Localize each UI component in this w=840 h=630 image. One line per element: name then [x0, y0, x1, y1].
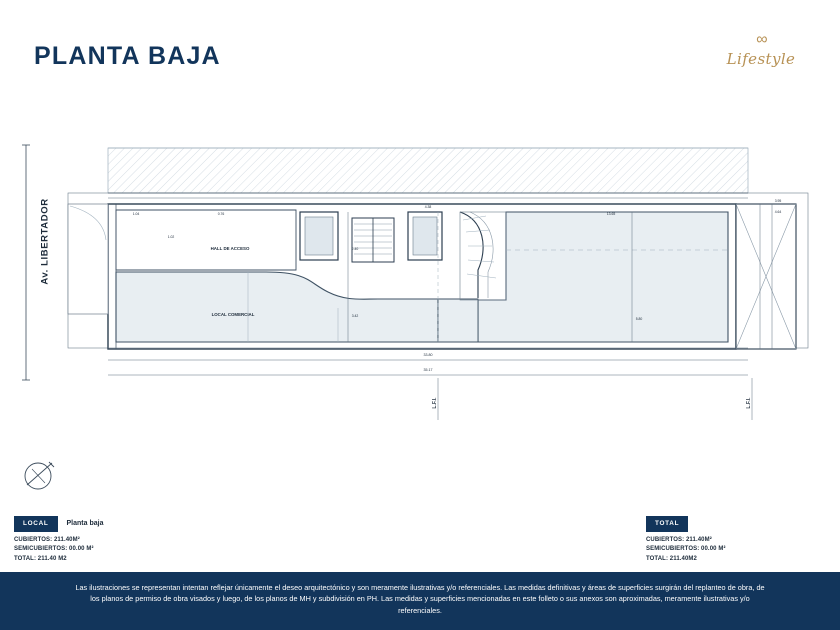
compass-icon — [18, 452, 62, 496]
dim-label: 5.80 — [635, 317, 643, 321]
legend-local-line: SEMICUBIERTOS: 00.00 M² — [14, 546, 94, 553]
legend-local-line: TOTAL: 211.40 M2 — [14, 555, 67, 562]
entrance-nook — [68, 204, 108, 314]
dim-label: 3.42 — [351, 314, 359, 318]
dim-label: 13.65 — [606, 212, 616, 216]
dim-label: 1.04 — [132, 212, 140, 216]
logo-wordmark: Lifestyle — [726, 50, 796, 68]
lfi-label-left: L.F.I. — [432, 397, 438, 409]
dim-label: 4.64 — [774, 210, 782, 214]
floor-plan-drawing — [8, 120, 832, 490]
dim-label: 35.17 — [423, 368, 433, 372]
sidewalk-hatch — [108, 148, 748, 193]
dim-label: 0.76 — [217, 212, 225, 216]
hall-de-acceso-area — [116, 210, 296, 270]
legend-local-line: CUBIERTOS: 211.40M² — [14, 536, 80, 543]
legend-local-subtitle: Planta baja — [66, 519, 104, 527]
legend-local — [14, 516, 274, 564]
legend-total — [646, 516, 826, 564]
legend-total-tag: TOTAL — [646, 516, 688, 532]
dim-label: 2.40 — [351, 247, 359, 251]
lfi-label-right: L.F.I. — [746, 397, 752, 409]
label-hall-de-acceso: HALL DE ACCESO — [210, 246, 250, 251]
dim-label: 1.02 — [167, 235, 175, 239]
legend-total-line: SEMICUBIERTOS: 00.00 M² — [646, 546, 726, 553]
disclaimer-footer: Las ilustraciones se representan intentan reflejar únicamente el deseo arquitectónico y son meramente ilustrativas y/o referenciales. Las medidas definitivas y áreas de superficies surgirán del replanteo de obra, de los planos de permiso de obra visados y luego, de los planos de MH y subdivisión en PH. Las medidas y superficies mencionadas en este folleto o sus anexos son aproximadas, meramente ilustrativas y/o referenciales. — [0, 572, 840, 630]
dim-label: 33.80 — [423, 353, 433, 357]
legend-total-line: TOTAL: 211.40M2 — [646, 555, 697, 562]
street-label: Av. LIBERTADOR — [39, 198, 51, 285]
legend-total-line: CUBIERTOS: 211.40M² — [646, 536, 712, 543]
street-edge-lines — [22, 145, 30, 380]
compass-rose — [18, 452, 62, 496]
legend-local-tag: LOCAL — [14, 516, 58, 532]
floor-plan-svg — [8, 120, 832, 490]
label-local-comercial: LOCAL COMERCIAL — [211, 312, 255, 317]
dim-label: 4.38 — [424, 205, 432, 209]
page-title: PLANTA BAJA — [34, 42, 221, 70]
logo-infinity-icon: ∞ — [756, 31, 766, 48]
brand-logo — [718, 32, 804, 80]
dim-label: 3.95 — [774, 199, 782, 203]
